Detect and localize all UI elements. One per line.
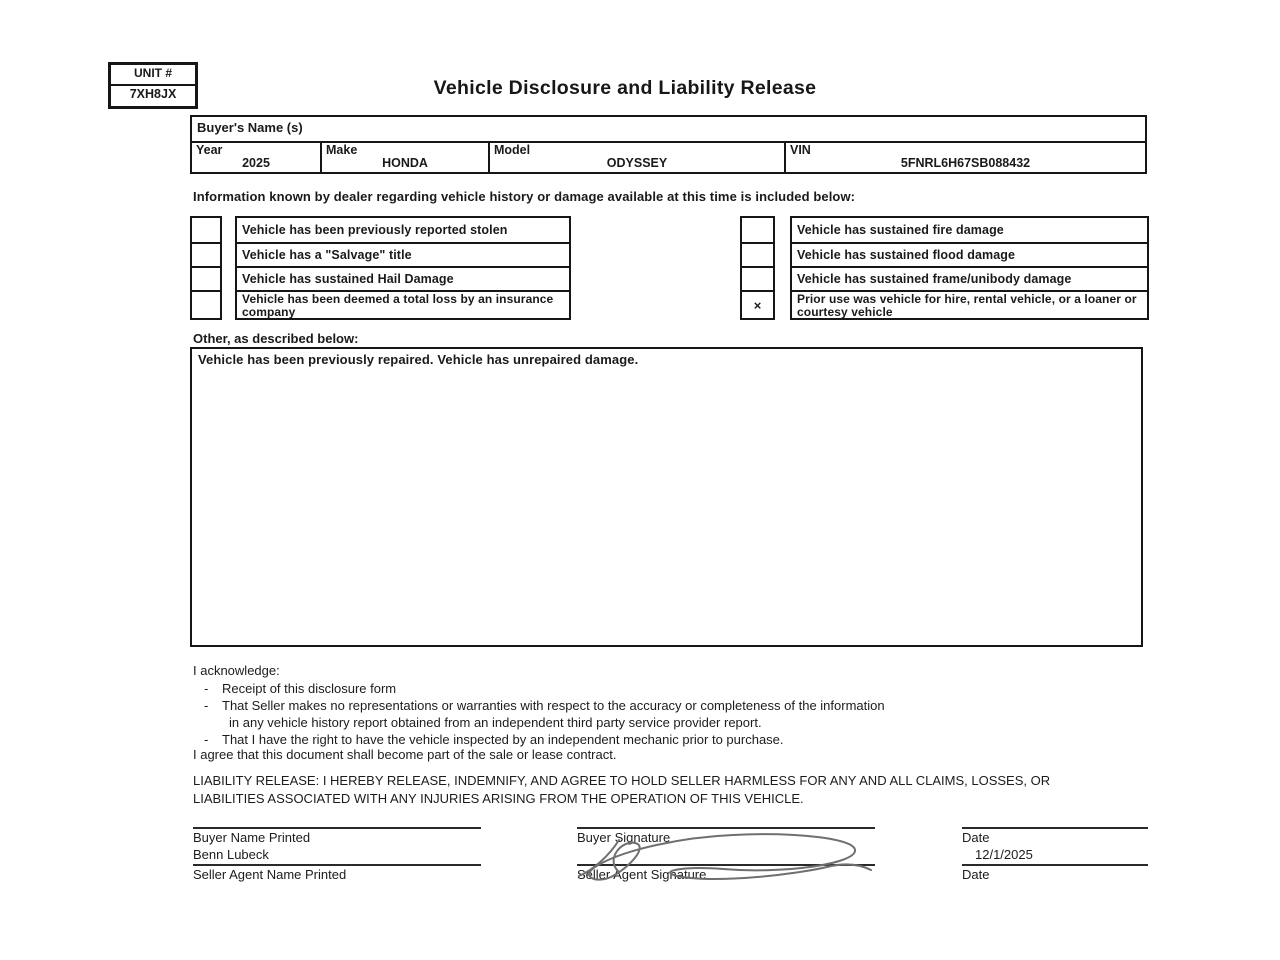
- label-fire-damage: Vehicle has sustained fire damage: [797, 223, 1004, 237]
- seller-agent-name-field: [193, 847, 481, 882]
- other-description-box: [190, 347, 1143, 647]
- bullet-dash: -: [204, 732, 209, 747]
- seller-date-label: Date: [962, 867, 990, 882]
- other-description-text: Vehicle has been previously repaired. Vehicle has unrepaired damage.: [198, 352, 639, 367]
- model-cell: [488, 143, 784, 172]
- checkbox-stolen[interactable]: [192, 218, 220, 242]
- checkbox-fire-damage[interactable]: [742, 218, 773, 242]
- make-label: Make: [326, 143, 358, 157]
- acknowledge-item-line1: That Seller makes no representations or warranties with respect to the accuracy or completeness of the information: [222, 698, 885, 713]
- year-cell: [192, 143, 320, 172]
- disclosure-intro-text: Information known by dealer regarding vehicle history or damage available at this time is included below:: [193, 189, 856, 204]
- vin-cell: [784, 143, 1145, 172]
- handwritten-signature: [565, 828, 877, 886]
- model-label: Model: [494, 143, 531, 157]
- label-stolen: Vehicle has been previously reported stolen: [242, 223, 508, 237]
- label-salvage-title: Vehicle has a "Salvage" title: [237, 242, 569, 266]
- other-section-label: Other, as described below:: [193, 331, 359, 346]
- acknowledge-heading: I acknowledge:: [193, 663, 280, 678]
- acknowledge-item-text: That I have the right to have the vehicle inspected by an independent mechanic prior to purchase.: [222, 732, 784, 747]
- buyer-name-value: [193, 810, 481, 827]
- unit-number-label: UNIT #: [111, 65, 195, 86]
- label-flood-damage: Vehicle has sustained flood damage: [792, 242, 1147, 266]
- unit-number-value: 7XH8JX: [129, 87, 177, 101]
- make-value: HONDA: [382, 156, 428, 170]
- checkbox-salvage-title[interactable]: [192, 242, 220, 266]
- right-disclosure-table: [790, 216, 1149, 320]
- seller-date-value: 12/1/2025: [975, 847, 1033, 862]
- seller-agent-signature-label: Seller Agent Signature: [577, 867, 707, 882]
- label-prior-use: Prior use was vehicle for hire, rental vehicle, or a loaner or courtesy vehicle: [792, 290, 1147, 318]
- year-value: 2025: [242, 156, 270, 170]
- buyer-date-field: [962, 810, 1148, 845]
- seller-agent-name-label: Seller Agent Name Printed: [193, 867, 347, 882]
- seller-date-field: [962, 847, 1148, 882]
- page-title: Vehicle Disclosure and Liability Release: [433, 77, 817, 99]
- left-disclosure-table: [235, 216, 571, 320]
- acknowledge-item: [193, 731, 1133, 748]
- acknowledge-item: [193, 697, 1133, 731]
- buyer-name-label: Buyer Name Printed: [193, 830, 311, 845]
- vin-label: VIN: [790, 143, 811, 157]
- left-checkbox-column: [190, 216, 222, 320]
- checkbox-frame-damage[interactable]: [742, 266, 773, 290]
- checkbox-prior-use[interactable]: ×: [742, 290, 773, 318]
- checkbox-flood-damage[interactable]: [742, 242, 773, 266]
- model-value: ODYSSEY: [606, 156, 668, 170]
- buyer-name-field: [193, 810, 481, 845]
- year-label: Year: [196, 143, 223, 157]
- acknowledge-section: [193, 662, 1133, 748]
- buyer-signature-value: [577, 810, 875, 827]
- label-frame-damage: Vehicle has sustained frame/unibody damage: [792, 266, 1147, 290]
- acknowledge-item: [193, 680, 1133, 697]
- seller-agent-name-value: Benn Lubeck: [193, 847, 269, 862]
- buyers-name-field: Buyer's Name (s): [192, 117, 1145, 143]
- vehicle-fields-row: [192, 143, 1145, 172]
- vin-value: 5FNRL6H67SB088432: [900, 156, 1031, 170]
- liability-release-text: LIABILITY RELEASE: I HEREBY RELEASE, INDEMNIFY, AND AGREE TO HOLD SELLER HARMLESS FOR ANY AND ALL CLAIMS, LOSSES, OR LIABILITIES ASSOCIATED WITH ANY INJURIES ARISING FROM THE OPERATION OF THIS VEHICLE.: [193, 773, 1051, 806]
- buyer-date-value: [962, 810, 1148, 827]
- make-cell: [320, 143, 488, 172]
- buyer-date-label: Date: [962, 830, 990, 845]
- right-checkbox-column: [740, 216, 775, 320]
- acknowledge-item-text: Receipt of this disclosure form: [222, 681, 397, 696]
- checkbox-total-loss[interactable]: [192, 290, 220, 318]
- acknowledge-item-text: [222, 697, 885, 731]
- acknowledge-item-line2: in any vehicle history report obtained from an independent third party service provider report.: [229, 715, 762, 730]
- bullet-dash: -: [204, 681, 209, 696]
- label-hail-damage: Vehicle has sustained Hail Damage: [237, 266, 569, 290]
- bullet-dash: -: [204, 698, 209, 713]
- agreement-text: I agree that this document shall become part of the sale or lease contract.: [193, 747, 617, 762]
- buyer-signature-label: Buyer Signature: [577, 830, 671, 845]
- checkbox-hail-damage[interactable]: [192, 266, 220, 290]
- label-total-loss: Vehicle has been deemed a total loss by an insurance company: [237, 290, 569, 318]
- vehicle-info-table: [190, 115, 1147, 174]
